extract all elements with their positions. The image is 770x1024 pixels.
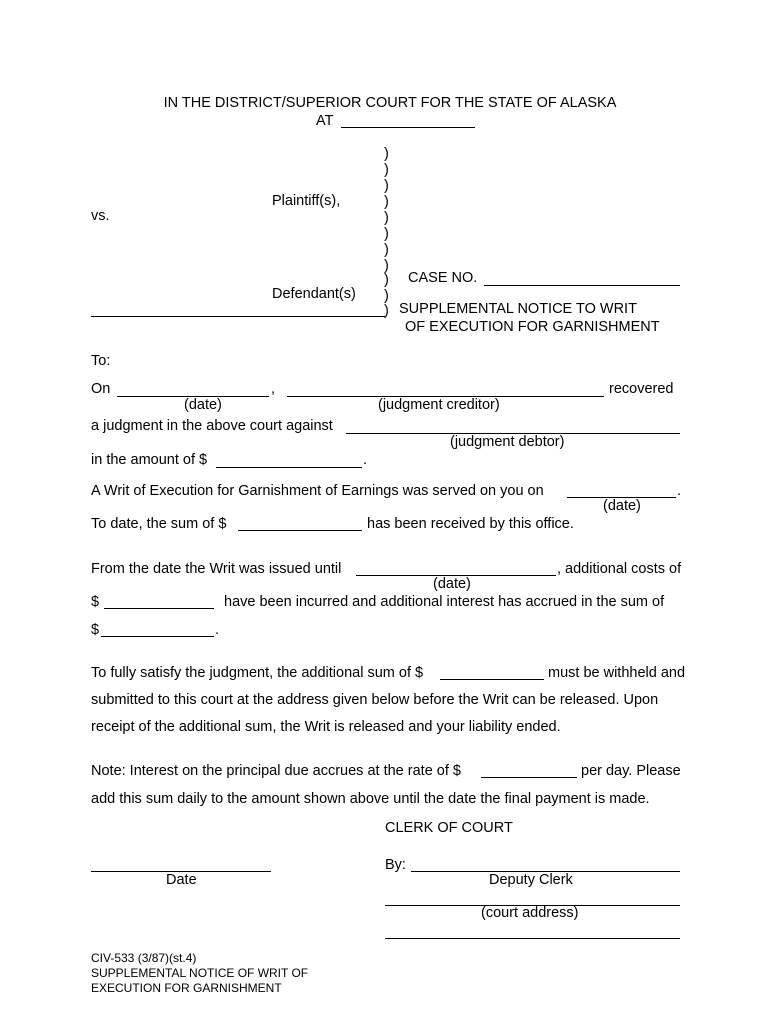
judgment-debtor-caption: (judgment debtor) (450, 434, 565, 450)
form-title-line2: OF EXECUTION FOR GARNISHMENT (405, 319, 660, 335)
additional-costs-text: , additional costs of (557, 561, 682, 577)
note-text-end: per day. Please (581, 763, 681, 779)
court-title: IN THE DISTRICT/SUPERIOR COURT FOR THE STATE OF ALASKA (163, 95, 617, 111)
by-label: By: (385, 857, 406, 873)
comma: , (271, 381, 276, 397)
court-address-field-2[interactable] (385, 938, 680, 939)
judgment-amount-field[interactable] (216, 467, 362, 468)
court-address-label: (court address) (481, 905, 579, 921)
paren: ) (384, 288, 389, 304)
plaintiffs-label: Plaintiff(s), (272, 193, 341, 209)
paren: ) (384, 272, 389, 288)
judgment-against-label: a judgment in the above court against (91, 418, 333, 434)
daily-interest-rate-field[interactable] (481, 777, 577, 778)
satisfy-text-start: To fully satisfy the judgment, the additional sum of $ (91, 665, 424, 681)
note-text-line2: add this sum daily to the amount shown above until the date the final payment is made. (91, 791, 650, 807)
paren: ) (384, 242, 389, 258)
additional-sum-field[interactable] (440, 679, 544, 680)
from-date-text: From the date the Writ was issued until (91, 561, 342, 577)
date-caption: (date) (603, 498, 641, 514)
paren: ) (384, 210, 389, 226)
satisfy-text-end: must be withheld and (548, 665, 686, 681)
form-code: CIV-533 (3/87)(st.4) (91, 951, 197, 965)
date-caption: (date) (433, 576, 471, 592)
court-location-field[interactable] (341, 127, 475, 128)
received-text: has been received by this office. (367, 516, 574, 532)
period: . (215, 622, 220, 638)
case-no-label: CASE NO. (408, 270, 478, 286)
clerk-of-court-label: CLERK OF COURT (385, 820, 513, 836)
note-text-start: Note: Interest on the principal due accrues at the rate of $ (91, 763, 461, 779)
period: . (363, 452, 368, 468)
paren: ) (384, 303, 389, 319)
footer-form-name-line2: EXECUTION FOR GARNISHMENT (91, 981, 282, 995)
vs-label: vs. (91, 208, 110, 224)
amount-received-field[interactable] (238, 530, 362, 531)
additional-costs-field[interactable] (104, 608, 214, 609)
paren: ) (384, 178, 389, 194)
judgment-creditor-caption: (judgment creditor) (378, 397, 500, 413)
additional-interest-field[interactable] (101, 636, 214, 637)
footer-form-name-line1: SUPPLEMENTAL NOTICE OF WRIT OF (91, 966, 309, 980)
on-label: On (91, 381, 111, 397)
paren: ) (384, 226, 389, 242)
paren: ) (384, 258, 389, 274)
amount-label: in the amount of $ (91, 452, 208, 468)
paren: ) (384, 162, 389, 178)
dollar-sign: $ (91, 622, 100, 638)
deputy-clerk-label: Deputy Clerk (489, 872, 573, 888)
period: . (677, 483, 682, 499)
receipt-text: receipt of the additional sum, the Writ is released and your liability ended. (91, 719, 561, 735)
paren: ) (384, 146, 389, 162)
writ-served-text: A Writ of Execution for Garnishment of Earnings was served on you on (91, 483, 544, 499)
submitted-text: submitted to this court at the address given below before the Writ can be released. Upon (91, 692, 659, 708)
to-date-label: To date, the sum of $ (91, 516, 227, 532)
case-number-field[interactable] (484, 285, 680, 286)
paren: ) (384, 194, 389, 210)
date-label: Date (166, 872, 197, 888)
incurred-text: have been incurred and additional interest has accrued in the sum of (224, 594, 665, 610)
dollar-sign: $ (91, 594, 100, 610)
defendants-label: Defendant(s) (272, 286, 356, 302)
recovered-label: recovered (609, 381, 674, 397)
date-caption: (date) (184, 397, 222, 413)
defendant-name-field[interactable] (91, 316, 385, 317)
form-title-line1: SUPPLEMENTAL NOTICE TO WRIT (399, 301, 637, 317)
to-label: To: (91, 353, 111, 369)
at-label: AT (316, 113, 334, 129)
